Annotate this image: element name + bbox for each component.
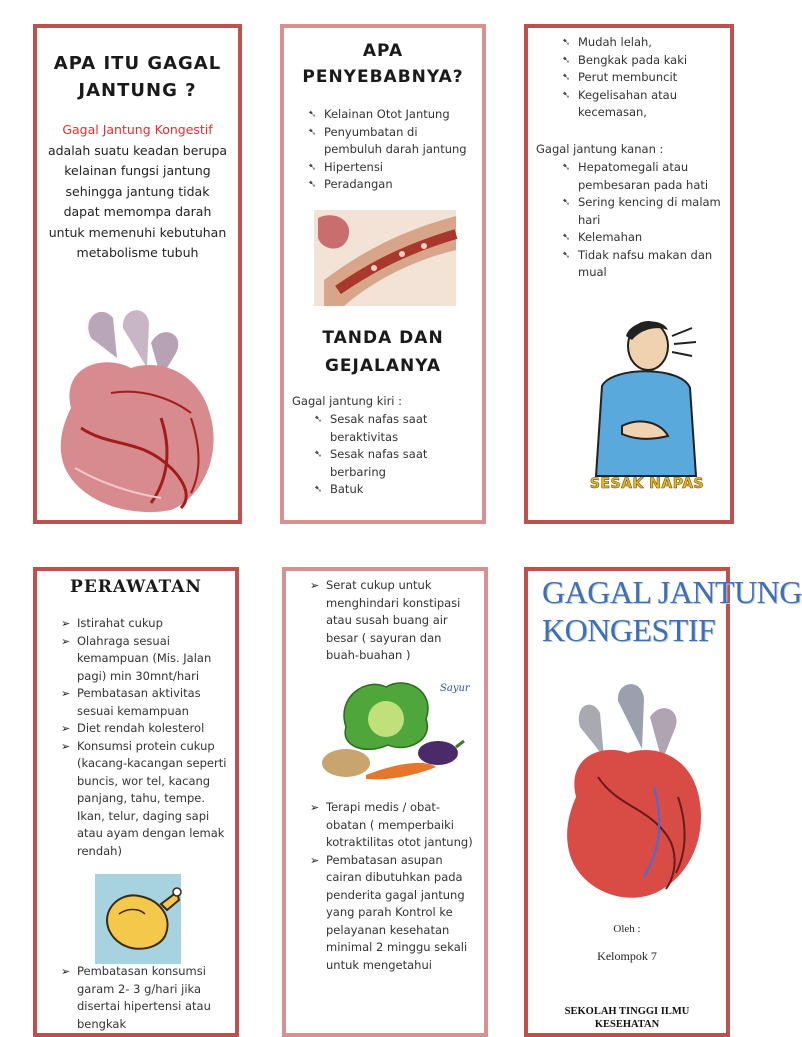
list-item <box>308 106 474 124</box>
bullet-arrow-icon: ➷ <box>562 162 571 173</box>
chevron-bullet-icon: ➢ <box>61 739 71 753</box>
chevron-bullet-icon: ➢ <box>61 687 71 700</box>
signs-title <box>284 324 482 380</box>
list-item <box>61 633 231 686</box>
list-item <box>314 446 474 481</box>
list-item-text: Kelemahan <box>578 230 643 244</box>
bullet-arrow-icon: ➷ <box>562 249 571 261</box>
list-item <box>314 481 474 499</box>
list-item-text: Terapi medis / obat-obatan ( memperbaiki kotraktilitas otot jantung) <box>326 800 473 849</box>
school-name-line1: SEKOLAH TINGGI ILMU <box>564 1006 690 1017</box>
causes-title <box>284 38 482 90</box>
chevron-bullet-icon: ➢ <box>310 853 320 867</box>
list-item-text: Pembatasan aktivitas sesuai kemampuan <box>77 686 201 718</box>
artery-illustration <box>314 210 456 306</box>
cover-heart-illustration <box>558 677 708 903</box>
panel-care-continued <box>282 567 488 1037</box>
list-item-text: Istirahat cukup <box>77 616 163 630</box>
panel-care <box>33 567 239 1037</box>
list-item <box>562 229 724 247</box>
left-heart-label: Gagal jantung kiri : <box>292 394 403 408</box>
panel1-title <box>37 50 238 104</box>
panel-causes <box>280 24 486 524</box>
left-heart-signs-list <box>314 411 474 499</box>
list-item <box>562 194 724 229</box>
bullet-arrow-icon: ➷ <box>308 179 317 190</box>
sayur-label: Sayur <box>440 683 470 694</box>
signs-title-line1: TANDA DAN <box>322 328 444 348</box>
list-item-text: Sesak nafas saat beraktivitas <box>330 412 428 444</box>
list-item-text: Tidak nafsu makan dan mual <box>578 247 713 279</box>
list-item <box>61 963 231 1033</box>
care-continued-list-2 <box>310 799 476 974</box>
list-item-text: Perut membuncit <box>578 70 678 84</box>
panel1-body <box>47 120 228 264</box>
school-name <box>528 1005 726 1031</box>
list-item-text: Kelainan Otot Jantung <box>324 107 450 121</box>
panel1-title-line1: APA ITU GAGAL <box>53 53 222 74</box>
chevron-bullet-icon: ➢ <box>310 801 320 814</box>
bullet-arrow-icon: ➷ <box>308 161 317 173</box>
causes-list <box>308 106 474 194</box>
care-list-2 <box>61 963 231 1033</box>
list-item <box>562 247 724 282</box>
list-item-text: Penyumbatan di pembuluh darah jantung <box>324 124 467 156</box>
chevron-bullet-icon: ➢ <box>310 579 320 592</box>
list-item-text: Bengkak pada kaki <box>578 52 688 67</box>
chevron-bullet-icon: ➢ <box>61 617 71 630</box>
list-item <box>562 69 724 87</box>
list-item <box>308 124 474 159</box>
bullet-arrow-icon: ➷ <box>314 414 323 425</box>
sesak-napas-caption: SESAK NAPAS <box>589 476 705 492</box>
list-item <box>562 87 724 122</box>
panel-signs-continued <box>524 24 734 524</box>
panel-cover <box>524 567 802 1037</box>
list-item <box>310 799 476 852</box>
bullet-arrow-icon: ➷ <box>562 89 571 101</box>
causes-title-line1: APA <box>362 41 404 61</box>
cover-title-line2: KONGESTIF <box>542 612 716 648</box>
bullet-arrow-icon: ➷ <box>562 37 571 48</box>
list-item-text: Hipertensi <box>324 159 384 174</box>
by-label: Oleh : <box>613 923 641 935</box>
list-item <box>308 176 474 194</box>
list-item <box>562 34 724 52</box>
causes-title-line2: PENYEBABNYA? <box>302 67 464 87</box>
list-item <box>562 159 724 194</box>
list-item-text: Pembatasan konsumsi garam 2- 3 g/hari jika disertai hipertensi atau bengkak <box>77 964 211 1031</box>
list-item <box>314 411 474 446</box>
panel1-highlight: Gagal Jantung Kongestif <box>62 122 213 137</box>
chevron-bullet-icon: ➢ <box>61 965 71 978</box>
list-item-text: Mudah lelah, <box>578 35 652 49</box>
chicken-illustration <box>95 874 181 964</box>
bullet-arrow-icon: ➷ <box>308 109 317 120</box>
cover-title-line1: GAGAL JANTUNG <box>542 574 802 610</box>
list-item-text: Konsumsi protein cukup (kacang-kacangan seperti buncis, wor tel, kacang panjang, tahu, tempe. Ikan, telur, daging sapi atau ayam dengan lemak rendah) <box>77 738 227 858</box>
list-item-text: Sesak nafas saat berbaring <box>330 447 428 479</box>
cover-title <box>542 573 802 649</box>
list-item-text: Serat cukup untuk menghindari konstipasi atau susah buang air besar ( sayuran dan buah-buahan ) <box>326 578 461 662</box>
list-item-text: Batuk <box>330 482 364 496</box>
panel1-title-line2: JANTUNG ? <box>78 80 197 101</box>
list-item-text: Pembatasan asupan cairan dibutuhkan pada penderita gagal jantung yang parah Kontrol ke pelayanan kesehatan minimal 2 minggu sekali untuk mengetahui <box>326 852 468 972</box>
bullet-arrow-icon: ➷ <box>562 197 571 208</box>
group-name: Kelompok 7 <box>597 949 657 963</box>
bullet-arrow-icon: ➷ <box>314 484 323 495</box>
list-item-text: Diet rendah kolesterol <box>77 721 205 735</box>
bullet-arrow-icon: ➷ <box>314 449 323 460</box>
list-item-text: Kegelisahan atau kecemasan, <box>578 87 678 119</box>
signs-title-line2: GEJALANYA <box>324 356 442 376</box>
bullet-arrow-icon: ➷ <box>308 126 317 138</box>
list-item <box>61 685 231 720</box>
list-item <box>310 577 476 665</box>
list-item <box>61 615 231 633</box>
list-item-text: Sering kencing di malam hari <box>578 195 721 227</box>
panel-what-is <box>33 24 242 524</box>
heart-illustration <box>51 298 227 518</box>
list-item <box>562 52 724 70</box>
list-item-text: Olahraga sesuai kemampuan (Mis. Jalan pagi) min 30mnt/hari <box>77 633 212 683</box>
list-item-text: Peradangan <box>324 177 393 191</box>
list-item-text: Hepatomegali atau pembesaran pada hati <box>578 160 709 192</box>
list-item <box>308 159 474 177</box>
chevron-bullet-icon: ➢ <box>61 634 71 648</box>
signs-continued-list <box>562 34 724 122</box>
care-title: PERAWATAN <box>70 577 202 597</box>
bullet-arrow-icon: ➷ <box>562 54 571 66</box>
right-heart-label: Gagal jantung kanan : <box>536 142 664 156</box>
care-continued-list <box>310 577 476 665</box>
list-item <box>310 852 476 975</box>
school-name-line2: KESEHATAN <box>594 1019 660 1030</box>
list-item <box>61 738 231 861</box>
panel1-body-text: adalah suatu keadan berupa kelainan fungsi jantung sehingga jantung tidak dapat memompa darah untuk memenuhi kebutuhan metabolisme tubuh <box>47 142 228 260</box>
right-heart-signs-list <box>562 159 724 282</box>
chevron-bullet-icon: ➢ <box>61 722 71 735</box>
care-list <box>61 615 231 860</box>
list-item <box>61 720 231 738</box>
bullet-arrow-icon: ➷ <box>562 72 571 83</box>
bullet-arrow-icon: ➷ <box>562 232 571 243</box>
